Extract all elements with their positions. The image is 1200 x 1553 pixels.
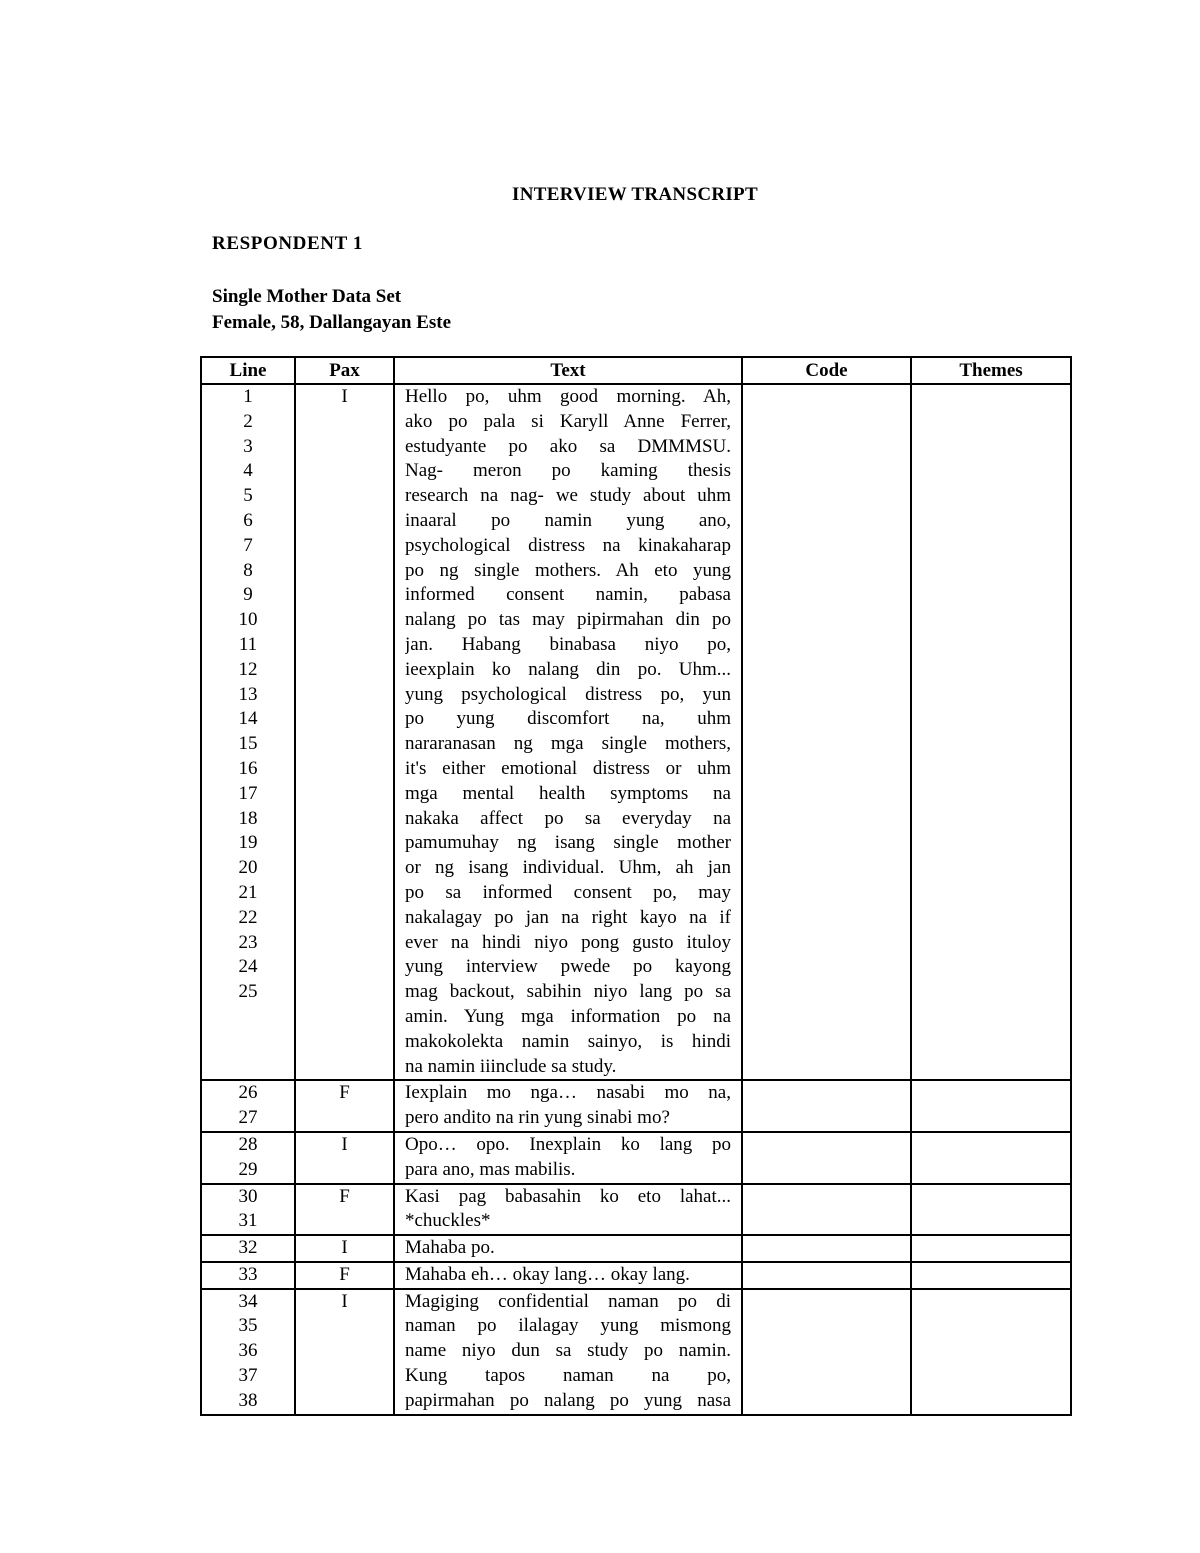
utterance-line: pamumuhay ng isang single mother [405, 832, 731, 854]
utterance-line: nararanasan ng mga single mothers, [405, 733, 731, 755]
utterance-line: ever na hindi niyo pong gusto ituloy [405, 931, 731, 953]
line-number: 14 [238, 708, 258, 730]
table-row [201, 1080, 1071, 1132]
utterance-line: *chuckles* [405, 1210, 491, 1232]
utterance-line: po sa informed consent po, may [405, 881, 731, 903]
utterance-line: ako po pala si Karyll Anne Ferrer, [405, 410, 731, 432]
line-numbers-cell [201, 1262, 295, 1289]
utterance-line: nakaka affect po sa everyday na [405, 807, 731, 829]
speaker-cell: F [295, 1262, 394, 1289]
line-number: 6 [243, 509, 253, 531]
respondent-demographics: Female, 58, Dallangayan Este [212, 311, 452, 333]
code-cell [742, 384, 911, 1080]
line-number: 1 [243, 386, 253, 407]
speaker-cell: I [295, 384, 394, 1080]
line-numbers-cell [201, 1080, 295, 1132]
utterance-line: informed consent namin, pabasa [405, 584, 731, 606]
respondent-heading: RESPONDENT 1 [212, 233, 363, 254]
line-number: 8 [243, 559, 253, 581]
line-number: 35 [238, 1315, 258, 1337]
table-header-row [201, 357, 1071, 384]
code-cell [742, 1184, 911, 1236]
line-number: 26 [238, 1082, 258, 1104]
line-number: 20 [238, 857, 258, 879]
utterance-cell [394, 1132, 742, 1184]
utterance-line: naman po ilalagay yung mismong [405, 1315, 731, 1337]
line-number: 18 [238, 807, 258, 829]
table-row [201, 1184, 1071, 1236]
header-themes: Themes [911, 357, 1071, 384]
table-row [201, 1289, 1071, 1415]
utterance-cell [394, 1080, 742, 1132]
line-number: 33 [238, 1263, 258, 1285]
speaker-cell: I [295, 1235, 394, 1262]
utterance-line: mag backout, sabihin niyo lang po sa [405, 981, 731, 1003]
utterance-line: or ng isang individual. Uhm, ah jan [405, 857, 731, 879]
speaker-cell: F [295, 1184, 394, 1236]
line-number: 17 [238, 782, 258, 804]
utterance-line: Nag- meron po kaming thesis [405, 460, 731, 482]
line-number: 15 [238, 733, 258, 755]
utterance-line: it's either emotional distress or uhm [405, 757, 731, 779]
transcript-table [200, 356, 1072, 1416]
line-number: 24 [238, 956, 258, 978]
utterance-line: para ano, mas mabilis. [405, 1158, 576, 1180]
line-number: 10 [238, 609, 258, 631]
line-number: 38 [238, 1389, 258, 1411]
table-row [201, 1132, 1071, 1184]
utterance-line: inaaral po namin yung ano, [405, 509, 731, 531]
line-numbers-cell [201, 1132, 295, 1184]
utterance-line: Iexplain mo nga… nasabi mo na, [405, 1082, 731, 1104]
themes-cell [911, 1289, 1071, 1415]
utterance-line: Opo… opo. Inexplain ko lang po [405, 1133, 731, 1155]
utterance-line: pero andito na rin yung sinabi mo? [405, 1107, 670, 1129]
table-row [201, 1262, 1071, 1289]
utterance-line: psychological distress na kinakaharap [405, 534, 731, 556]
line-number: 9 [243, 584, 253, 606]
line-number: 4 [243, 460, 253, 482]
line-number: 31 [238, 1210, 258, 1232]
themes-cell [911, 1080, 1071, 1132]
utterance-line: na namin iiinclude sa study. [405, 1055, 617, 1077]
utterance-cell [394, 1184, 742, 1236]
speaker-cell: F [295, 1080, 394, 1132]
line-number: 37 [238, 1365, 258, 1387]
utterance-line: yung psychological distress po, yun [405, 683, 731, 705]
header-text: Text [394, 357, 742, 384]
utterance-line: papirmahan po nalang po yung nasa [405, 1389, 731, 1411]
utterance-line: Hello po, uhm good morning. Ah, [405, 386, 731, 407]
utterance-line: Magiging confidential naman po di [405, 1290, 731, 1312]
line-number: 25 [238, 981, 258, 1003]
table-row [201, 1235, 1071, 1262]
utterance-line: makokolekta namin sainyo, is hindi [405, 1030, 731, 1052]
line-number: 2 [243, 410, 253, 432]
line-numbers-cell [201, 384, 295, 1080]
utterance-line: research na nag- we study about uhm [405, 485, 731, 507]
utterance-line: Mahaba eh… okay lang… okay lang. [405, 1263, 690, 1285]
utterance-line: name niyo dun sa study po namin. [405, 1340, 731, 1362]
line-numbers-cell [201, 1184, 295, 1236]
dataset-name: Single Mother Data Set [212, 286, 402, 307]
speaker-cell: I [295, 1132, 394, 1184]
code-cell [742, 1080, 911, 1132]
code-cell [742, 1235, 911, 1262]
table-row [201, 384, 1071, 1080]
line-numbers-cell [201, 1235, 295, 1262]
header-pax: Pax [295, 357, 394, 384]
utterance-line: nalang po tas may pipirmahan din po [405, 609, 731, 631]
code-cell [742, 1262, 911, 1289]
header-code: Code [742, 357, 911, 384]
themes-cell [911, 384, 1071, 1080]
utterance-line: Mahaba po. [405, 1237, 495, 1259]
line-number: 30 [238, 1185, 258, 1207]
line-number: 32 [238, 1237, 258, 1259]
line-number: 21 [238, 881, 258, 903]
line-number: 22 [238, 906, 258, 928]
themes-cell [911, 1235, 1071, 1262]
line-number: 29 [238, 1158, 258, 1180]
line-number: 12 [238, 658, 258, 680]
speaker-cell: I [295, 1289, 394, 1415]
utterance-line: po ng single mothers. Ah eto yung [405, 559, 731, 581]
utterance-line: Kasi pag babasahin ko eto lahat... [405, 1185, 731, 1207]
line-number: 11 [238, 633, 258, 655]
line-number: 27 [238, 1107, 258, 1129]
line-number: 19 [238, 832, 258, 854]
utterance-cell [394, 1235, 742, 1262]
code-cell [742, 1132, 911, 1184]
utterance-line: estudyante po ako sa DMMMSU. [405, 435, 731, 457]
dataset-info [212, 284, 451, 335]
utterance-line: ieexplain ko nalang din po. Uhm... [405, 658, 731, 680]
utterance-line: jan. Habang binabasa niyo po, [405, 633, 731, 655]
header-line: Line [201, 357, 295, 384]
line-number: 36 [238, 1340, 258, 1362]
line-number: 13 [238, 683, 258, 705]
utterance-line: mga mental health symptoms na [405, 782, 731, 804]
line-number: 7 [243, 534, 253, 556]
utterance-line: nakalagay po jan na right kayo na if [405, 906, 731, 928]
utterance-cell [394, 384, 742, 1080]
line-number: 5 [243, 485, 253, 507]
utterance-cell [394, 1289, 742, 1415]
line-number: 28 [238, 1133, 258, 1155]
utterance-line: yung interview pwede po kayong [405, 956, 731, 978]
themes-cell [911, 1262, 1071, 1289]
line-numbers-cell [201, 1289, 295, 1415]
code-cell [742, 1289, 911, 1415]
utterance-line: Kung tapos naman na po, [405, 1365, 731, 1387]
transcript-body [201, 384, 1071, 1415]
line-number: 16 [238, 757, 258, 779]
line-number: 23 [238, 931, 258, 953]
line-number: 34 [238, 1290, 258, 1312]
utterance-line: po yung discomfort na, uhm [405, 708, 731, 730]
themes-cell [911, 1132, 1071, 1184]
page-title: INTERVIEW TRANSCRIPT [512, 184, 758, 205]
themes-cell [911, 1184, 1071, 1236]
utterance-line: amin. Yung mga information po na [405, 1005, 731, 1027]
utterance-cell [394, 1262, 742, 1289]
line-number: 3 [243, 435, 253, 457]
